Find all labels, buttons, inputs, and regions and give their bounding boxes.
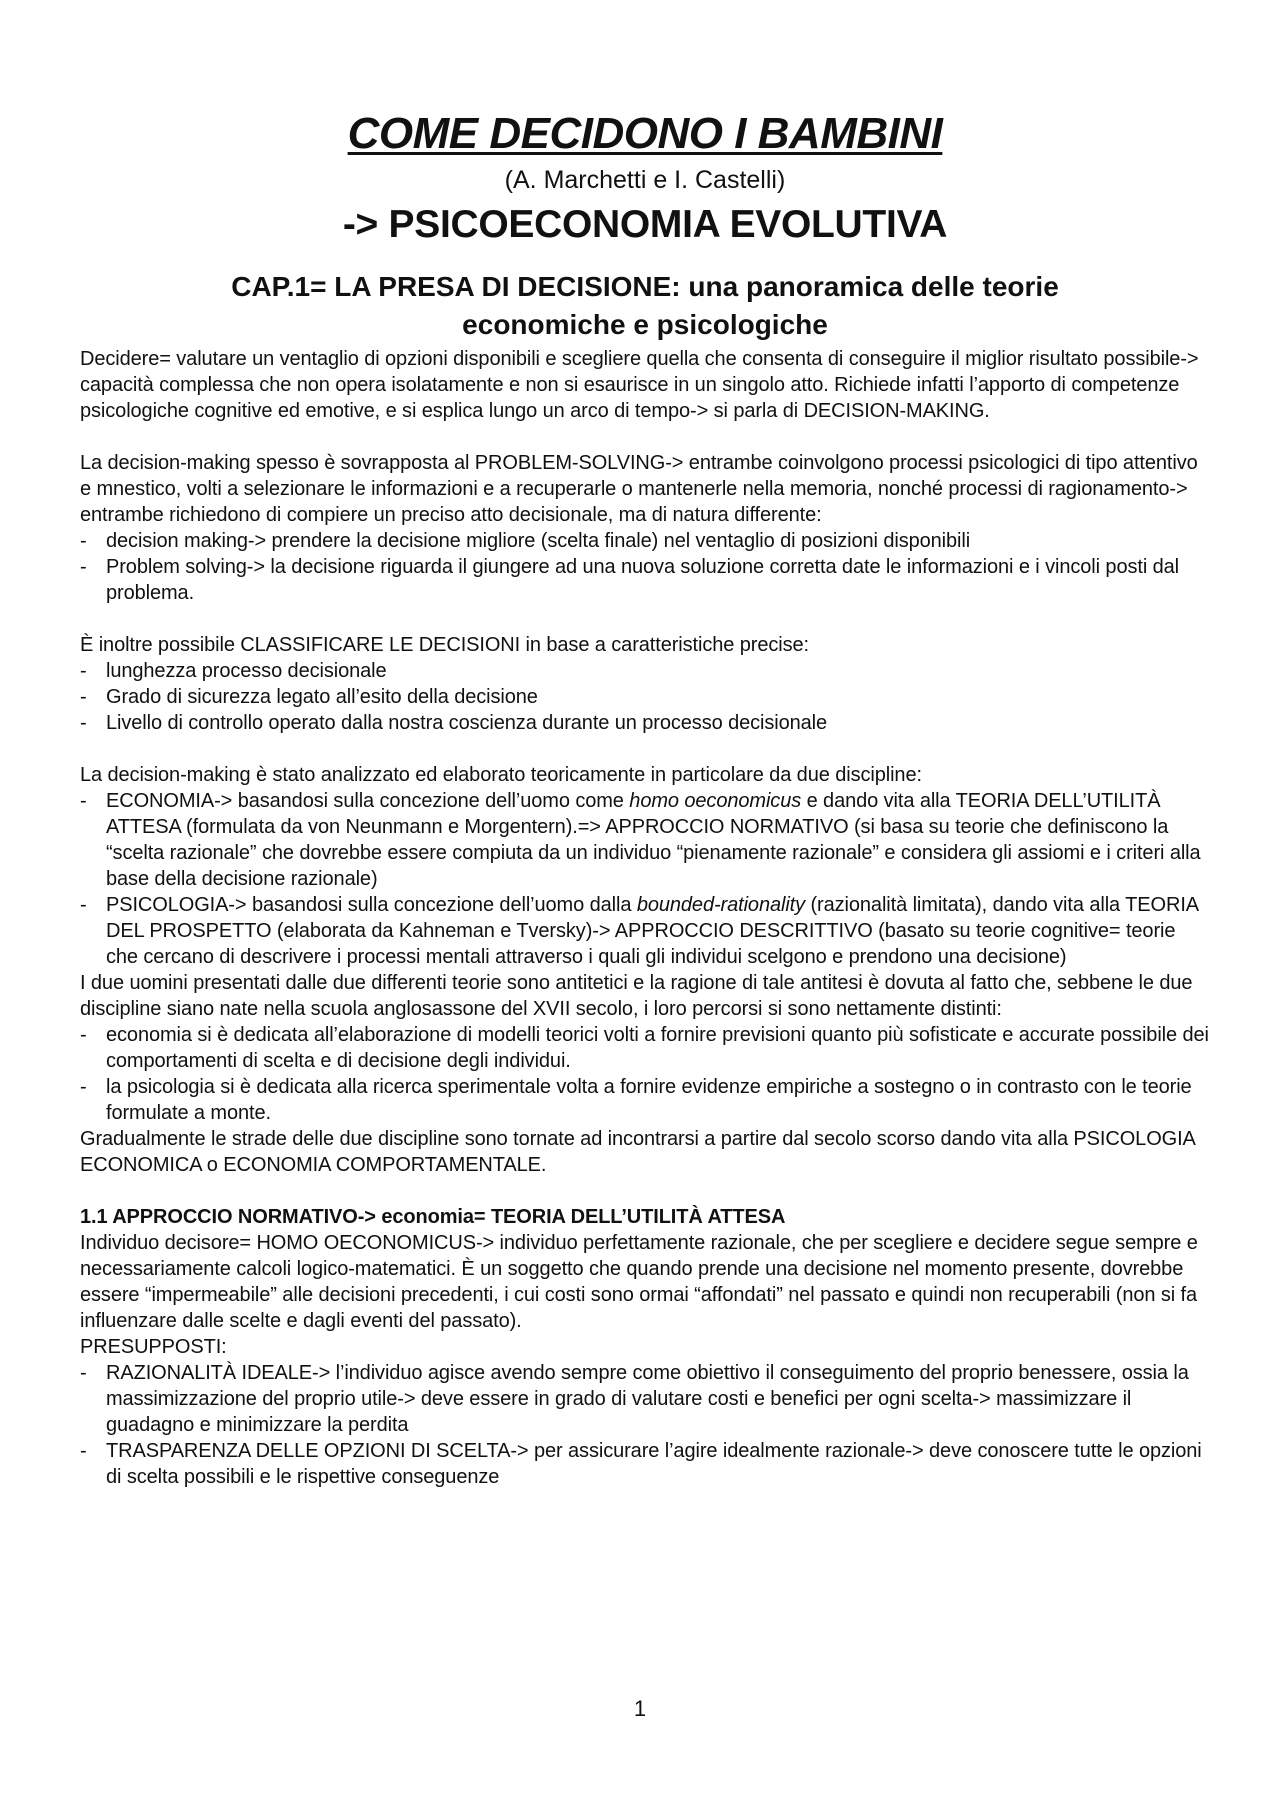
list-item: - TRASPARENZA DELLE OPZIONI DI SCELTA-> per assicurare l’agire idealmente razionale-> deve conoscere tutte le opzioni di scelta possibili e le rispettive conseguenze	[80, 1438, 1210, 1490]
psicologia-text-a: PSICOLOGIA-> basandosi sulla concezione dell’uomo dalla	[106, 894, 637, 916]
section-part-2: economia=	[375, 1206, 491, 1228]
paragraph-3: È inoltre possibile CLASSIFICARE LE DECISIONI in base a caratteristiche precise:	[80, 634, 809, 656]
list-item: - economia si è dedicata all’elaborazione di modelli teorici volti a fornire previsioni quanto più sofisticate e accurate possibile dei comportamenti di scelta e di decisione degli individui.	[80, 1022, 1210, 1074]
paragraph-6: Gradualmente le strade delle due discipline sono tornate ad incontrarsi a partire dal secolo scorso dando vita alla PSICOLOGIA ECONOMICA o ECONOMIA COMPORTAMENTALE.	[80, 1128, 1195, 1176]
list-item-psicologia	[80, 892, 1210, 970]
document-title: COME DECIDONO I BAMBINI	[347, 109, 943, 158]
list-item: - la psicologia si è dedicata alla ricerca sperimentale volta a fornire evidenze empiriche a sostegno o in contrasto con le teorie formulate a monte.	[80, 1074, 1210, 1126]
psicologia-text-em: bounded-rationality	[636, 894, 806, 916]
paragraph-5: I due uomini presentati dalle due differenti teorie sono antitetici e la ragione di tale antitesi è dovuta al fatto che, sebbene le due discipline siano nate nella scuola anglosassone del XVII secolo, i loro percorsi si sono nettamente distinti:	[80, 972, 1193, 1020]
section-part-3: TEORIA DELL’UTILITÀ ATTESA	[490, 1206, 786, 1228]
chapter-head: CAP.1= LA PRESA DI DECISIONE:	[231, 271, 681, 302]
chapter-rest-2: economiche e psicologiche	[462, 309, 828, 340]
document-page	[80, 108, 1210, 1490]
list-item: - Livello di controllo operato dalla nostra coscienza durante un processo decisionale	[80, 710, 1210, 736]
economia-text-b: e dando vita alla TEORIA DELL’UTILITÀ ATTESA (formulata da von Neunmann e Morgentern).=> APPROCCIO NORMATIVO (si basa su teorie che definiscono la “scelta razionale” che dovrebbe essere compiuta da un individuo “pienamente razionale” e considera gli assiomi e i criteri alla base della decisione razionale)	[106, 790, 1201, 890]
authors: (A. Marchetti e I. Castelli)	[504, 166, 786, 194]
list-classify-decisions	[80, 658, 1210, 736]
list-item: - decision making-> prendere la decisione migliore (scelta finale) nel ventaglio di posizioni disponibili	[80, 528, 1210, 554]
economia-text-em: homo oeconomicus	[629, 790, 802, 812]
paragraph-7: Individuo decisore= HOMO OECONOMICUS-> individuo perfettamente razionale, che per scegliere e decidere segue sempre e necessariamente calcoli logico-matematici. È un soggetto che quando prende una decisione nel momento presente, dovrebbe essere “impermeabile” alle decisioni precedenti, i cui costi sono ormai “affondati” nel passato e quindi non recuperabili (non si fa influenzare dalle scelte e dagli eventi del passato).	[80, 1232, 1198, 1332]
list-divergence	[80, 1022, 1210, 1126]
list-decision-vs-problem	[80, 528, 1210, 606]
list-item: - lunghezza processo decisionale	[80, 658, 1210, 684]
document-body	[80, 346, 1210, 1490]
list-item: - RAZIONALITÀ IDEALE-> l’individuo agisce avendo sempre come obiettivo il conseguimento del proprio benessere, ossia la massimizzazione del proprio utile-> deve essere in grado di valutare costi e benefici per ogni scelta-> massimizzare il guadagno e minimizzare la perdita	[80, 1360, 1210, 1438]
list-item: - Problem solving-> la decisione riguarda il giungere ad una nuova soluzione corretta date le informazioni e i vincoli posti dal problema.	[80, 554, 1210, 606]
psicologia-text-b: (razionalità limitata), dando vita alla TEORIA DEL PROSPETTO (elaborata da Kahneman e Tversky)-> APPROCCIO DESCRITTIVO (basato su teorie cognitive= teorie che cercano di descrivere i processi mentali attraverso i quali gli individui scelgono e prendono una decisione)	[106, 894, 1198, 968]
list-item: - Grado di sicurezza legato all’esito della decisione	[80, 684, 1210, 710]
paragraph-4: La decision-making è stato analizzato ed elaborato teoricamente in particolare da due discipline:	[80, 764, 922, 786]
section-part-1: 1.1 APPROCCIO NORMATIVO->	[80, 1206, 376, 1228]
list-disciplines	[80, 788, 1210, 970]
chapter-rest-1: una panoramica delle teorie	[688, 271, 1059, 302]
list-item-economia	[80, 788, 1210, 892]
paragraph-1: Decidere= valutare un ventaglio di opzioni disponibili e scegliere quella che consenta di conseguire il miglior risultato possibile-> capacità complessa che non opera isolatamente e non si esaurisce in un singolo atto. Richiede infatti l’apporto di competenze psicologiche cognitive ed emotive, e si esplica lungo un arco di tempo-> si parla di DECISION-MAKING.	[80, 348, 1199, 422]
paragraph-8: PRESUPPOSTI:	[80, 1336, 227, 1358]
economia-text-a: ECONOMIA-> basandosi sulla concezione dell’uomo come	[106, 790, 630, 812]
list-presupposti	[80, 1360, 1210, 1490]
chapter-title	[80, 268, 1210, 344]
page-number: 1	[633, 1696, 647, 1721]
document-subtitle: -> PSICOECONOMIA EVOLUTIVA	[342, 203, 948, 246]
section-heading	[80, 1204, 1210, 1230]
paragraph-2: La decision-making spesso è sovrapposta al PROBLEM-SOLVING-> entrambe coinvolgono processi psicologici di tipo attentivo e mnestico, volti a selezionare le informazioni e a recuperarle o mantenerle nella memoria, nonché processi di ragionamento-> entrambe richiedono di compiere un preciso atto decisionale, ma di natura differente:	[80, 452, 1198, 526]
